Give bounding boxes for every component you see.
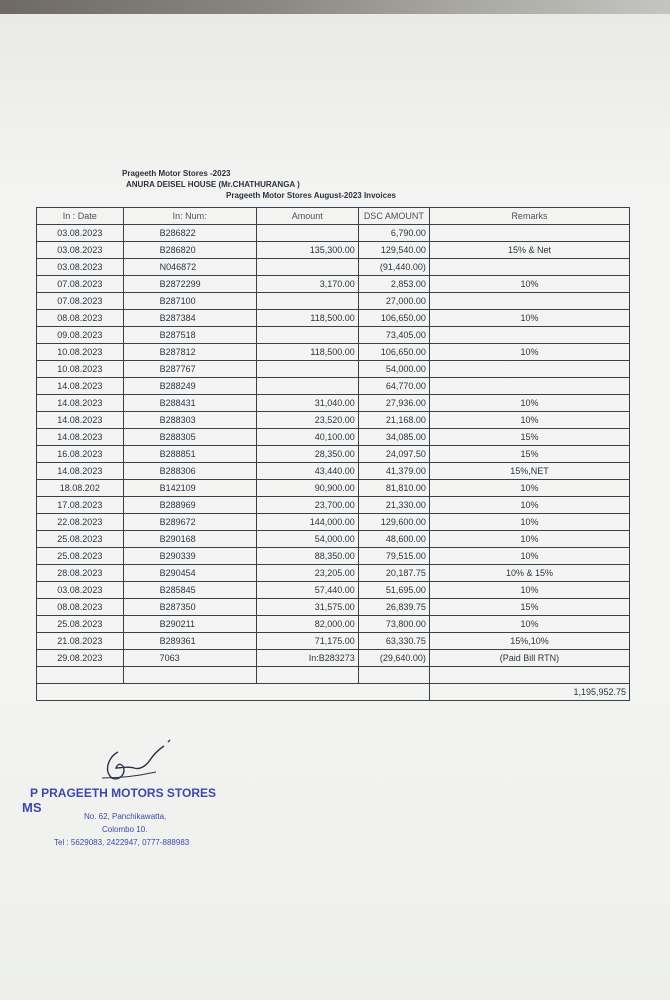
cell-amount: 23,700.00 [256,497,358,514]
cell-amount: 118,500.00 [256,344,358,361]
cell-invoice-number: B287100 [123,293,256,310]
cell-dsc-amount: 64,770.00 [358,378,429,395]
invoice-table [36,207,630,701]
cell-date: 25.08.2023 [37,616,124,633]
cell-dsc-amount: 129,600.00 [358,514,429,531]
table-row [37,446,630,463]
cell-invoice-number: B286822 [123,225,256,242]
cell-remarks: 10% [429,344,629,361]
table-row [37,480,630,497]
cell-remarks [429,361,629,378]
cell-date: 10.08.2023 [37,344,124,361]
cell-amount [256,259,358,276]
cell-amount: 144,000.00 [256,514,358,531]
grand-total: 1,195,952.75 [429,684,629,701]
table-row [37,293,630,310]
stamp-telephone: Tel : 5629083, 2422947, 0777-888983 [54,838,190,847]
cell-remarks: 10% [429,531,629,548]
cell-amount: 71,175.00 [256,633,358,650]
cell-amount [256,327,358,344]
cell-dsc-amount: 129,540.00 [358,242,429,259]
cell-dsc-amount: 34,085.00 [358,429,429,446]
header-title: Prageeth Motor Stores -2023 [122,169,231,178]
cell-date: 10.08.2023 [37,361,124,378]
header-customer: ANURA DEISEL HOUSE (Mr.CHATHURANGA ) [126,180,300,189]
cell-date: 18.08.202 [37,480,124,497]
cell-amount: 23,520.00 [256,412,358,429]
cell-amount: 82,000.00 [256,616,358,633]
cell-date: 03.08.2023 [37,259,124,276]
cell-date: 14.08.2023 [37,395,124,412]
cell-date: 07.08.2023 [37,276,124,293]
cell-dsc-amount: 6,790.00 [358,225,429,242]
cell-invoice-number: B288969 [123,497,256,514]
table-header-row [37,208,630,225]
table-row [37,344,630,361]
cell-amount [256,225,358,242]
cell-amount: 31,575.00 [256,599,358,616]
table-row [37,395,630,412]
cell-date: 25.08.2023 [37,548,124,565]
cell-remarks: 10% [429,412,629,429]
cell-invoice-number: B287518 [123,327,256,344]
table-row [37,361,630,378]
cell-date: 29.08.2023 [37,650,124,667]
cell-amount [256,667,358,684]
cell-remarks: (Paid Bill RTN) [429,650,629,667]
stamp-ms-logo: MS [22,800,42,815]
cell-date: 03.08.2023 [37,242,124,259]
column-header-remarks: Remarks [429,208,629,225]
total-row [37,684,630,701]
cell-remarks: 10% [429,395,629,412]
cell-date: 09.08.2023 [37,327,124,344]
cell-amount: 28,350.00 [256,446,358,463]
cell-invoice-number: B287767 [123,361,256,378]
table-row [37,242,630,259]
cell-dsc-amount: 20,187.75 [358,565,429,582]
cell-dsc-amount [358,667,429,684]
cell-invoice-number: B2872299 [123,276,256,293]
cell-date: 03.08.2023 [37,225,124,242]
cell-amount: 90,900.00 [256,480,358,497]
cell-dsc-amount: (29,640.00) [358,650,429,667]
cell-amount: 40,100.00 [256,429,358,446]
cell-dsc-amount: 21,168.00 [358,412,429,429]
cell-date: 14.08.2023 [37,378,124,395]
table-row [37,225,630,242]
cell-amount: 118,500.00 [256,310,358,327]
cell-remarks: 10% [429,310,629,327]
cell-dsc-amount: (91,440.00) [358,259,429,276]
column-header-amount: Amount [256,208,358,225]
cell-invoice-number: B289672 [123,514,256,531]
table-row [37,412,630,429]
cell-invoice-number: B290211 [123,616,256,633]
cell-remarks: 10% [429,616,629,633]
cell-date: 17.08.2023 [37,497,124,514]
cell-dsc-amount: 106,650.00 [358,344,429,361]
cell-remarks: 10% [429,276,629,293]
column-header-invoice-number: In: Num: [123,208,256,225]
table-row [37,667,630,684]
cell-date: 14.08.2023 [37,463,124,480]
total-spacer [37,684,430,701]
cell-remarks: 15% [429,429,629,446]
cell-remarks: 15%,10% [429,633,629,650]
cell-remarks: 15%,NET [429,463,629,480]
cell-dsc-amount: 51,695.00 [358,582,429,599]
cell-invoice-number: B289361 [123,633,256,650]
cell-date: 08.08.2023 [37,599,124,616]
cell-date: 25.08.2023 [37,531,124,548]
cell-invoice-number: B290454 [123,565,256,582]
cell-remarks [429,378,629,395]
stamp-company-name [30,786,216,800]
cell-invoice-number: B286820 [123,242,256,259]
cell-dsc-amount: 26,839.75 [358,599,429,616]
cell-date: 07.08.2023 [37,293,124,310]
cell-amount [256,378,358,395]
cell-dsc-amount: 24,097.50 [358,446,429,463]
cell-invoice-number: N046872 [123,259,256,276]
cell-remarks: 10% [429,497,629,514]
cell-remarks: 10% [429,480,629,497]
cell-invoice-number: B142109 [123,480,256,497]
cell-invoice-number: B288306 [123,463,256,480]
table-row [37,276,630,293]
cell-dsc-amount: 79,515.00 [358,548,429,565]
table-row [37,310,630,327]
table-row [37,497,630,514]
cell-dsc-amount: 63,330.75 [358,633,429,650]
cell-invoice-number: 7063 [123,650,256,667]
cell-remarks: 15% [429,446,629,463]
cell-remarks [429,327,629,344]
table-row [37,378,630,395]
cell-amount: 54,000.00 [256,531,358,548]
cell-dsc-amount: 41,379.00 [358,463,429,480]
table-row [37,429,630,446]
column-header-date: In : Date [37,208,124,225]
table-row [37,582,630,599]
column-header-dsc-amount: DSC AMOUNT [358,208,429,225]
cell-amount: 31,040.00 [256,395,358,412]
cell-dsc-amount: 27,000.00 [358,293,429,310]
cell-invoice-number: B288431 [123,395,256,412]
cell-invoice-number [123,667,256,684]
cell-date: 16.08.2023 [37,446,124,463]
cell-dsc-amount: 81,810.00 [358,480,429,497]
table-row [37,463,630,480]
table-row [37,531,630,548]
table-row [37,514,630,531]
cell-invoice-number: B287350 [123,599,256,616]
cell-date [37,667,124,684]
cell-dsc-amount: 21,330.00 [358,497,429,514]
cell-remarks: 10% [429,514,629,531]
cell-dsc-amount: 48,600.00 [358,531,429,548]
cell-remarks: 10% [429,548,629,565]
cell-amount: 43,440.00 [256,463,358,480]
cell-invoice-number: B288303 [123,412,256,429]
cell-invoice-number: B290339 [123,548,256,565]
cell-amount: In:B283273 [256,650,358,667]
stamp-address-line1: No. 62, Panchikawatta, [84,812,167,821]
cell-remarks: 15% & Net [429,242,629,259]
cell-dsc-amount: 73,405.00 [358,327,429,344]
cell-amount: 57,440.00 [256,582,358,599]
cell-remarks [429,667,629,684]
cell-remarks: 10% & 15% [429,565,629,582]
table-row [37,650,630,667]
cell-dsc-amount: 27,936.00 [358,395,429,412]
cell-date: 14.08.2023 [37,412,124,429]
cell-date: 28.08.2023 [37,565,124,582]
signature-icon [90,738,190,788]
cell-remarks: 15% [429,599,629,616]
cell-dsc-amount: 54,000.00 [358,361,429,378]
cell-invoice-number: B288305 [123,429,256,446]
cell-date: 08.08.2023 [37,310,124,327]
cell-invoice-number: B285845 [123,582,256,599]
table-row [37,633,630,650]
cell-dsc-amount: 2,853.00 [358,276,429,293]
cell-remarks [429,293,629,310]
cell-dsc-amount: 73,800.00 [358,616,429,633]
cell-invoice-number: B290168 [123,531,256,548]
stamp-initial: P [30,786,38,800]
table-row [37,599,630,616]
cell-amount: 3,170.00 [256,276,358,293]
table-row [37,565,630,582]
cell-remarks [429,225,629,242]
cell-remarks [429,259,629,276]
cell-date: 21.08.2023 [37,633,124,650]
cell-remarks: 10% [429,582,629,599]
header-subtitle: Prageeth Motor Stores August-2023 Invoices [226,191,396,200]
cell-amount: 23,205.00 [256,565,358,582]
cell-invoice-number: B288249 [123,378,256,395]
cell-amount: 88,350.00 [256,548,358,565]
stamp-name-text: PRAGEETH MOTORS STORES [41,786,217,800]
document-header [118,168,518,201]
cell-amount: 135,300.00 [256,242,358,259]
table-row [37,327,630,344]
cell-date: 03.08.2023 [37,582,124,599]
cell-dsc-amount: 106,650.00 [358,310,429,327]
stamp-address-line2: Colombo 10. [102,825,148,834]
cell-invoice-number: B287384 [123,310,256,327]
cell-date: 14.08.2023 [37,429,124,446]
table-row [37,259,630,276]
cell-amount [256,361,358,378]
cell-invoice-number: B288851 [123,446,256,463]
cell-amount [256,293,358,310]
table-row [37,548,630,565]
cell-date: 22.08.2023 [37,514,124,531]
cell-invoice-number: B287812 [123,344,256,361]
table-row [37,616,630,633]
